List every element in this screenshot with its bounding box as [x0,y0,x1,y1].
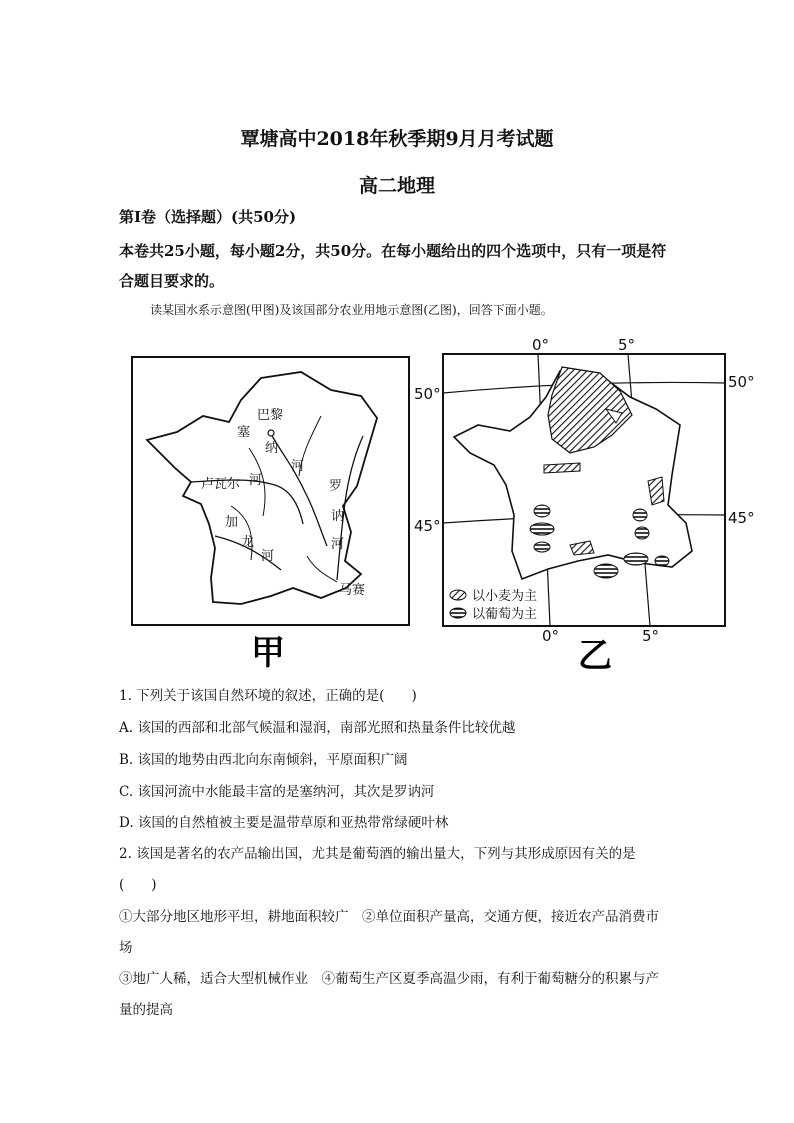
grape-bordeaux-1 [534,505,550,517]
grape-burgundy-2 [635,527,649,539]
reading-instruction: 读某国水系示意图(甲图)及该国部分农业用地示意图(乙图)，回答下面小题。 [150,303,553,317]
paris-dot [268,430,274,436]
label-garonne-1: 加 [225,515,239,530]
q1-option-c: C. 该国河流中水能最丰富的是塞纳河，其次是罗讷河 [119,784,435,800]
label-paris: 巴黎 [257,408,284,423]
lat-50-right-label: 50° [728,373,755,391]
lon-top-5-label: 5° [618,336,636,354]
grape-burgundy-1 [633,509,647,521]
grape-bordeaux-2 [530,523,554,535]
map-river-system [131,356,411,676]
grape-languedoc [594,564,618,578]
q2-options-34-line2: 量的提高 [119,1002,173,1018]
grape-rhone [624,553,648,565]
label-seine-1: 塞 [237,425,251,440]
legend-grape-swatch [450,608,466,618]
wheat-strip-loire [544,463,580,473]
label-rhone-1: 罗 [329,479,343,494]
lon-top-0-label: 0° [532,336,550,354]
label-garonne-2: 龙 [241,535,255,550]
exam-title: 覃塘高中2018年秋季期9月月考试题 [240,128,554,150]
section-intro: 本卷共25小题，每小题2分，共50分。在每小题给出的四个选项中，只有一项是符合题目要求的。 [119,242,667,290]
legend-wheat-label: 以小麦为主 [472,589,538,604]
q1-stem: 1. 下列关于该国自然环境的叙述，正确的是( ) [119,688,417,704]
label-seine-3: 河 [291,459,305,474]
q1-option-a: A. 该国的西部和北部气候温和湿润，南部光照和热量条件比较优越 [119,720,516,736]
lat-50-left-label: 50° [414,385,441,403]
map-a-caption: 甲 [251,633,285,673]
q2-options-34-line1: ③地广人稀，适合大型机械作业 ④葡萄生产区夏季高温少雨，有利于葡萄糖分的积累与产 [119,971,659,987]
label-seine-2: 纳 [265,441,279,456]
label-rhone-2: 讷 [331,509,345,524]
q1-option-d: D. 该国的自然植被主要是温带草原和亚热带常绿硬叶林 [119,815,449,831]
section-heading: 第I卷（选择题）(共50分) [119,208,297,226]
label-marseille: 马赛 [339,583,366,598]
lon-bottom-0-label: 0° [542,627,560,645]
label-loire-1: 卢瓦尔 [201,477,241,492]
grape-provence [655,556,669,566]
label-loire-2: 河 [249,473,263,488]
grape-bordeaux-3 [534,542,550,552]
exam-subject: 高二地理 [358,175,435,197]
q2-options-12-line1: ①大部分地区地形平坦，耕地面积较广 ②单位面积产量高，交通方便，接近农产品消费市 [119,909,659,925]
map-b-caption: 乙 [578,636,612,675]
lon-bottom-5-label: 5° [642,627,660,645]
label-garonne-3: 河 [261,549,275,564]
q1-option-b: B. 该国的地势由西北向东南倾斜，平原面积广阔 [119,752,408,768]
lat-45-right-label: 45° [728,509,755,527]
map-agriculture [410,335,760,675]
legend-grape-label: 以葡萄为主 [472,607,538,622]
q2-stem: 2. 该国是著名的农产品输出国，尤其是葡萄酒的输出量大，下列与其形成原因有关的是 [119,846,636,862]
q2-paren: ( ) [119,877,157,893]
q2-options-12-line2: 场 [119,940,133,956]
label-rhone-3: 河 [331,537,345,552]
lat-45-left-label: 45° [414,517,441,535]
legend-wheat-swatch [450,590,466,600]
